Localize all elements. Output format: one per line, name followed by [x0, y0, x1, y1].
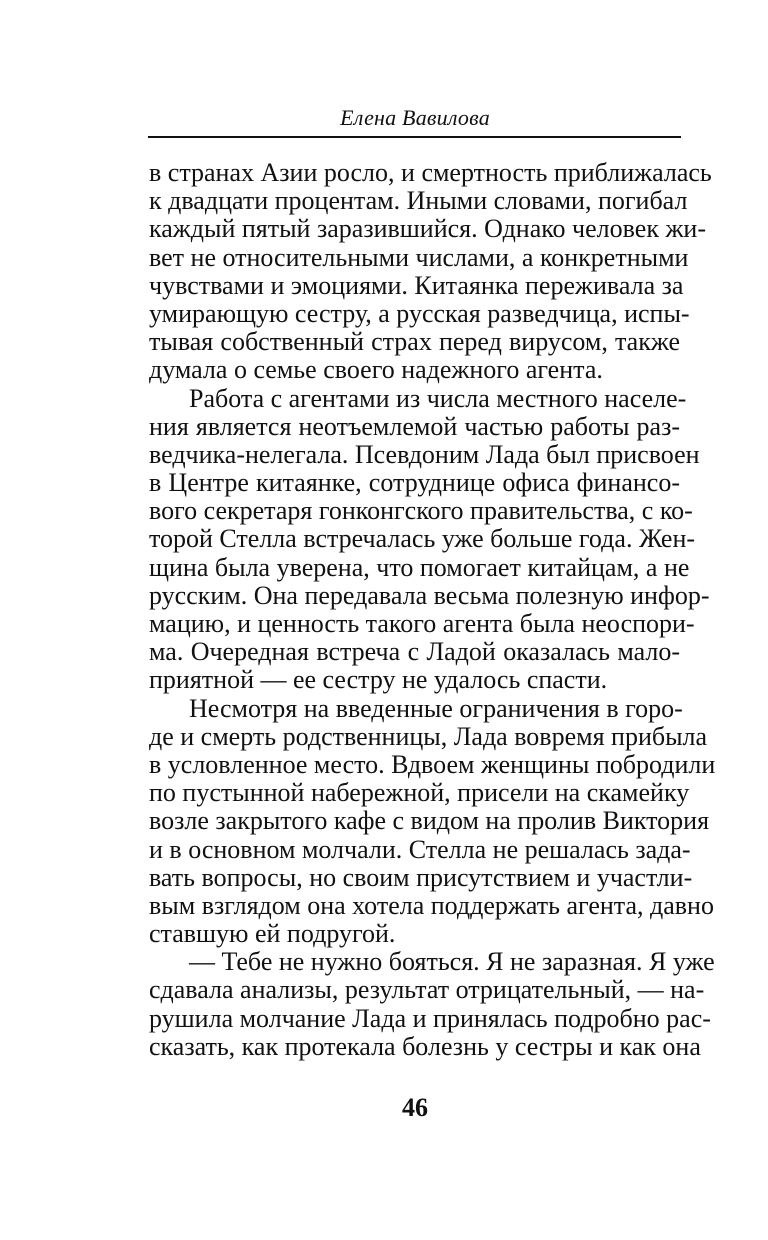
text-line: умирающую сестру, а русская разведчица, испы-: [149, 298, 690, 328]
text-line: Работа с агентами из числа местного населе-: [189, 383, 687, 413]
text-line: ставшую ей подругой.: [149, 919, 396, 949]
text-line: чувствами и эмоциями. Китаянка переживала за: [149, 270, 684, 300]
page-number: 46: [402, 1093, 428, 1122]
text-line: сдавала анализы, результат отрицательный, — на-: [149, 975, 705, 1005]
text-line: в странах Азии росло, и смертность приближалась: [149, 158, 712, 187]
text-line: — Тебе не нужно бояться. Я не заразная. Я уже: [189, 947, 715, 977]
header-rule: [148, 136, 681, 138]
text-line: ния является неотъемлемой частью работы раз-: [149, 411, 680, 441]
text-line: торой Стелла встречалась уже больше года. Жен-: [149, 524, 696, 554]
text-line: Несмотря на введенные ограничения в горо-: [189, 693, 683, 723]
page-body: [149, 158, 716, 1061]
text-line: рушила молчание Лада и принялась подробно рас-: [149, 1003, 711, 1033]
text-line: к двадцати процентам. Иными словами, погибал: [149, 186, 688, 216]
text-line: вет не относительными числами, а конкретными: [149, 242, 689, 272]
text-line: русским. Она передавала весьма полезную инфор-: [149, 580, 710, 610]
text-line: вать вопросы, но своим присутствием и участли-: [149, 862, 693, 892]
text-line: ведчика-нелегала. Псевдоним Лада был присвоен: [149, 439, 700, 469]
text-line: вого секретаря гонконгского правительства, с ко-: [149, 496, 693, 526]
text-line: мацию, и ценность такого агента была неоспори-: [149, 609, 695, 638]
text-line: по пустынной набережной, присели на скамейку: [149, 778, 690, 808]
text-line: сказать, как протекала болезнь у сестры и как она: [149, 1031, 701, 1061]
text-line: в Центре китаянке, сотруднице офиса финансо-: [149, 468, 680, 498]
text-line: и в основном молчали. Стелла не решалась зада-: [149, 834, 691, 864]
text-line: щина была уверена, что помогает китайцам, а не: [149, 552, 690, 582]
text-line: каждый пятый заразившийся. Однако человек жи-: [149, 214, 706, 244]
text-line: вым взглядом она хотела поддержать агента, давно: [149, 890, 714, 920]
text-line: тывая собственный страх перед вирусом, также: [149, 327, 680, 357]
running-head-author: Елена Вавилова: [340, 105, 490, 130]
text-line: де и смерть родственницы, Лада вовремя прибыла: [149, 721, 708, 751]
text-line: возле закрытого кафе с видом на пролив Виктория: [149, 806, 710, 836]
text-line: приятной — ее сестру не удалось спасти.: [149, 665, 608, 695]
text-line: думала о семье своего надежного агента.: [149, 355, 603, 385]
text-line: в условленное место. Вдвоем женщины побродили: [149, 749, 716, 779]
text-line: ма. Очередная встреча с Ладой оказалась мало-: [149, 637, 680, 667]
